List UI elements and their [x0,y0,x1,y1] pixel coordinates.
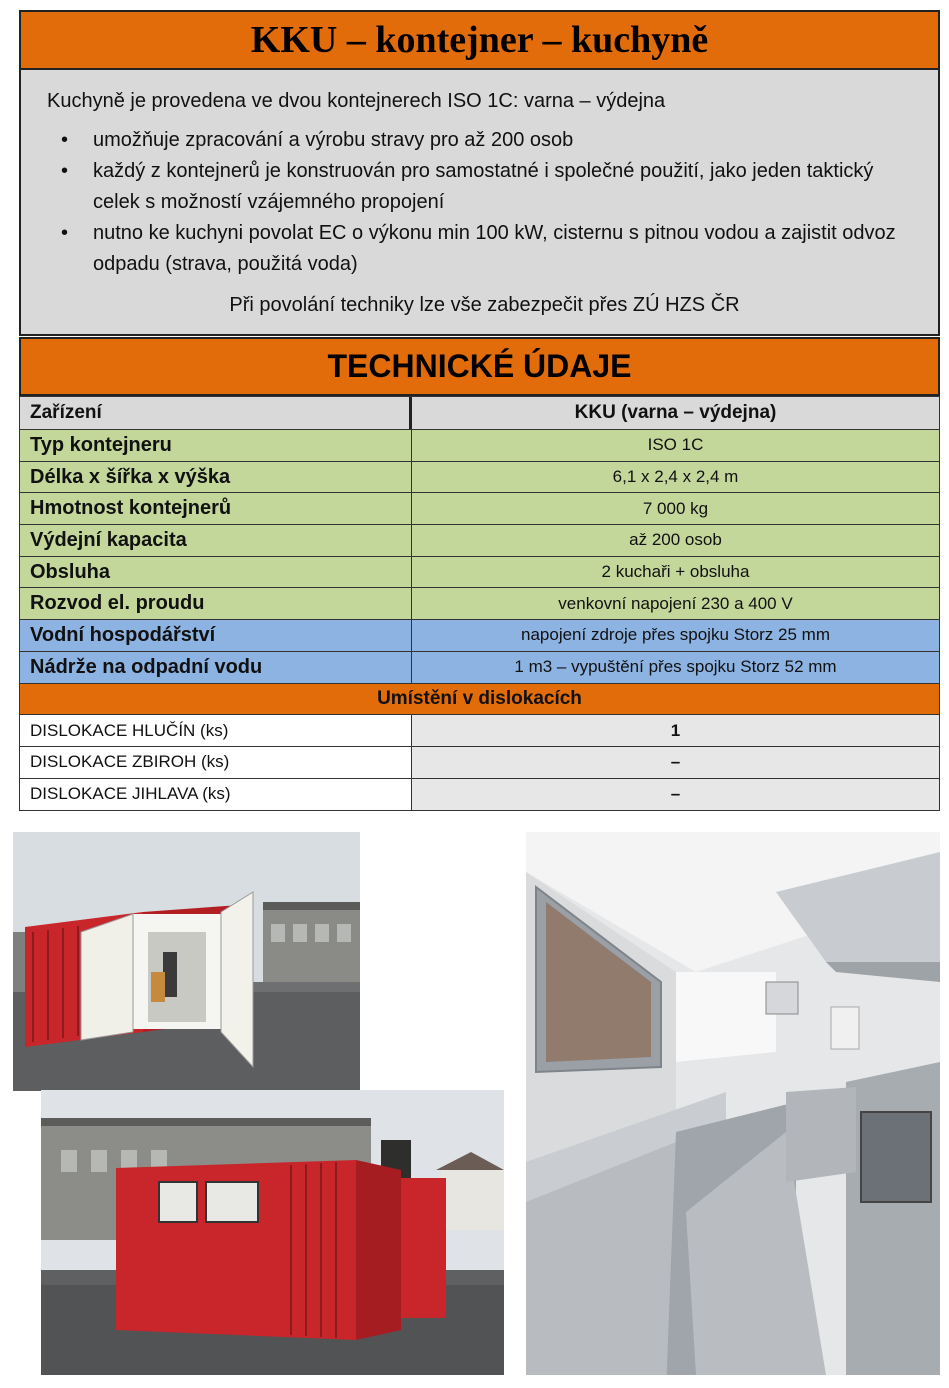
bullet-icon: • [61,129,69,151]
location-label: DISLOKACE ZBIROH (ks) [20,747,412,778]
bullet-icon: • [61,222,69,244]
location-value: – [412,779,939,811]
row-label: Nádrže na odpadní vodu [20,652,412,683]
table-row [20,620,939,652]
photo-open-container [13,832,360,1091]
bullet-icon: • [61,160,69,182]
row-label: Délka x šířka x výška [20,462,412,493]
row-label: Výdejní kapacita [20,525,412,556]
table-row [20,462,939,494]
row-value: 1 m3 – vypuštění přes spojku Storz 52 mm [514,657,837,677]
locations-section-title: Umístění v dislokacích [20,684,939,716]
row-value: 2 kuchaři + obsluha [601,562,750,582]
list-item: • nutno ke kuchyni povolat EC o výkonu min 100 kW, cisternu s pitnou vodou a zajistit odvoz odpadu (strava, použitá voda) [93,218,912,280]
table-row [20,747,939,779]
list-item: • umožňuje zpracování a výrobu stravy pro až 200 osob [93,125,912,156]
header-right: KKU (varna – výdejna) [574,402,777,423]
tech-table [19,396,940,811]
row-value: 6,1 x 2,4 x 2,4 m [612,467,739,487]
row-label: Rozvod el. proudu [20,588,412,619]
row-label: Hmotnost kontejnerů [20,493,412,524]
page-title: KKU – kontejner – kuchyně [250,19,709,61]
table-row [20,779,939,811]
row-value: až 200 osob [629,530,722,550]
header-left: Zařízení [20,397,412,429]
title-banner [19,10,940,70]
table-row [20,430,939,462]
list-item: • každý z kontejnerů je konstruován pro samostatné i společné použití, jako jeden taktický celek s možností vzájemného propojení [93,156,912,218]
table-row [20,588,939,620]
table-row [20,652,939,684]
intro-bullet-list [47,125,912,280]
intro-lead: Kuchyně je provedena ve dvou kontejnerech ISO 1C: varna – výdejna [47,90,666,112]
table-row [20,715,939,747]
intro-note: Při povolání techniky lze vše zabezpečit přes ZÚ HZS ČR [229,294,740,316]
row-value: ISO 1C [647,435,704,455]
location-label: DISLOKACE JIHLAVA (ks) [20,779,412,811]
table-row [20,493,939,525]
location-value: – [412,747,939,778]
table-row [20,557,939,589]
location-value: 1 [412,715,939,746]
row-label: Vodní hospodářství [20,620,412,651]
intro-box [19,70,940,336]
photo-kitchen-interior [526,832,940,1375]
row-label: Typ kontejneru [20,430,412,461]
row-value: napojení zdroje přes spojku Storz 25 mm [521,625,830,645]
row-label: Obsluha [20,557,412,588]
table-header [20,397,939,430]
tech-title: TECHNICKÉ ÚDAJE [327,348,632,384]
row-value: venkovní napojení 230 a 400 V [558,593,793,613]
row-value: 7 000 kg [642,498,709,518]
location-label: DISLOKACE HLUČÍN (ks) [20,715,412,746]
photo-closed-container [41,1090,504,1375]
table-row [20,525,939,557]
tech-banner [19,337,940,396]
